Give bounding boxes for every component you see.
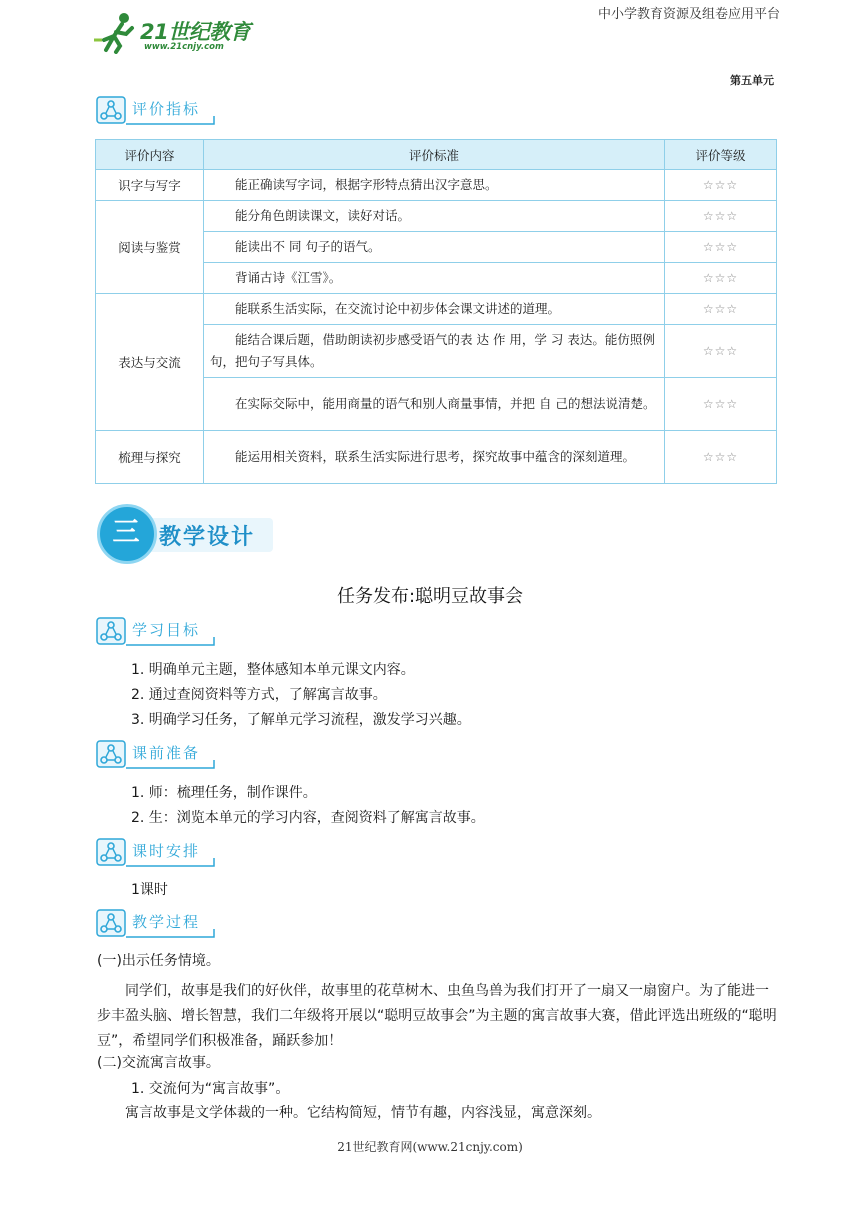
criteria-cell: 能正确读写字词，根据字形特点猜出汉字意思。	[204, 170, 665, 201]
runner-logo-icon	[92, 10, 140, 54]
logo-url: www.21cnjy.com	[144, 42, 224, 52]
platform-name: 中小学教育资源及组卷应用平台	[597, 7, 780, 22]
section-prep	[96, 740, 226, 770]
table-header: 评价等级	[665, 140, 777, 170]
process-heading: (二)交流寓言故事。	[97, 1055, 220, 1071]
table-header: 评价标准	[204, 140, 665, 170]
logo	[92, 10, 262, 56]
banner-number: 三	[112, 517, 140, 548]
category-cell: 识字与写字	[96, 170, 204, 201]
criteria-cell: 能分角色朗读课文，读好对话。	[204, 201, 665, 232]
rating-stars: ☆☆☆	[665, 294, 777, 325]
section-title: 课前准备	[132, 744, 201, 762]
table-row	[96, 201, 777, 232]
section-process	[96, 909, 226, 939]
criteria-cell: 背诵古诗《江雪》。	[204, 263, 665, 294]
logo-text: 21世纪教育	[140, 20, 251, 44]
rating-stars: ☆☆☆	[665, 263, 777, 294]
banner-title: 教学设计	[159, 525, 256, 550]
unit-label: 第五单元	[730, 74, 774, 87]
table-row	[96, 294, 777, 325]
process-paragraph: 寓言故事是文学体裁的一种。它结构简短，情节有趣，内容浅显，寓意深刻。	[125, 1105, 601, 1121]
goal-item: 1. 明确单元主题，整体感知本单元课文内容。	[131, 662, 415, 678]
section-title: 评价指标	[132, 100, 201, 118]
criteria-cell: 能联系生活实际，在交流讨论中初步体会课文讲述的道理。	[204, 294, 665, 325]
rating-stars: ☆☆☆	[665, 431, 777, 484]
section-eval	[96, 96, 226, 126]
section-title: 教学过程	[132, 913, 201, 931]
section-title: 学习目标	[132, 621, 201, 639]
category-cell: 阅读与鉴赏	[96, 201, 204, 294]
evaluation-table	[95, 139, 777, 484]
table-row	[96, 170, 777, 201]
time-value: 1课时	[131, 882, 168, 898]
criteria-cell: 能运用相关资料，联系生活实际进行思考，探究故事中蕴含的深刻道理。	[204, 431, 665, 484]
rating-stars: ☆☆☆	[665, 170, 777, 201]
category-cell: 表达与交流	[96, 294, 204, 431]
rating-stars: ☆☆☆	[665, 325, 777, 378]
section-title: 课时安排	[132, 842, 201, 860]
criteria-cell: 能读出不 同 句子的语气。	[204, 232, 665, 263]
rating-stars: ☆☆☆	[665, 378, 777, 431]
criteria-cell: 能结合课后题，借助朗读初步感受语气的表 达 作 用，学 习 表达。能仿照例句，把句子写具体。	[204, 325, 665, 378]
process-heading: (一)出示任务情境。	[97, 953, 220, 969]
process-paragraph: 同学们，故事是我们的好伙伴，故事里的花草树木、虫鱼鸟兽为我们打开了一扇又一扇窗户。为了能进一步丰盈头脑、增长智慧，我们二年级将开展以“聪明豆故事会”为主题的寓言故事大赛，借此评选出班级的“聪明豆”，希望同学们积极准备，踊跃参加！	[97, 983, 777, 1049]
footer: 21世纪教育网(www.21cnjy.com)	[337, 1140, 523, 1154]
section-banner	[95, 502, 280, 570]
table-header-row	[96, 140, 777, 170]
rating-stars: ☆☆☆	[665, 201, 777, 232]
criteria-cell: 在实际交际中，能用商量的语气和别人商量事情，并把 自 己的想法说清楚。	[204, 378, 665, 431]
rating-stars: ☆☆☆	[665, 232, 777, 263]
goal-item: 2. 通过查阅资料等方式，了解寓言故事。	[131, 687, 387, 703]
section-time	[96, 838, 226, 868]
goal-item: 3. 明确学习任务，了解单元学习流程，激发学习兴趣。	[131, 712, 471, 728]
prep-item: 2. 生：浏览本单元的学习内容，查阅资料了解寓言故事。	[131, 810, 485, 826]
section-goals	[96, 617, 226, 647]
task-title: 任务发布:聪明豆故事会	[336, 586, 524, 607]
prep-item: 1. 师：梳理任务，制作课件。	[131, 785, 317, 801]
table-row	[96, 431, 777, 484]
process-subheading: 1. 交流何为“寓言故事”。	[131, 1081, 290, 1097]
category-cell: 梳理与探究	[96, 431, 204, 484]
table-header: 评价内容	[96, 140, 204, 170]
